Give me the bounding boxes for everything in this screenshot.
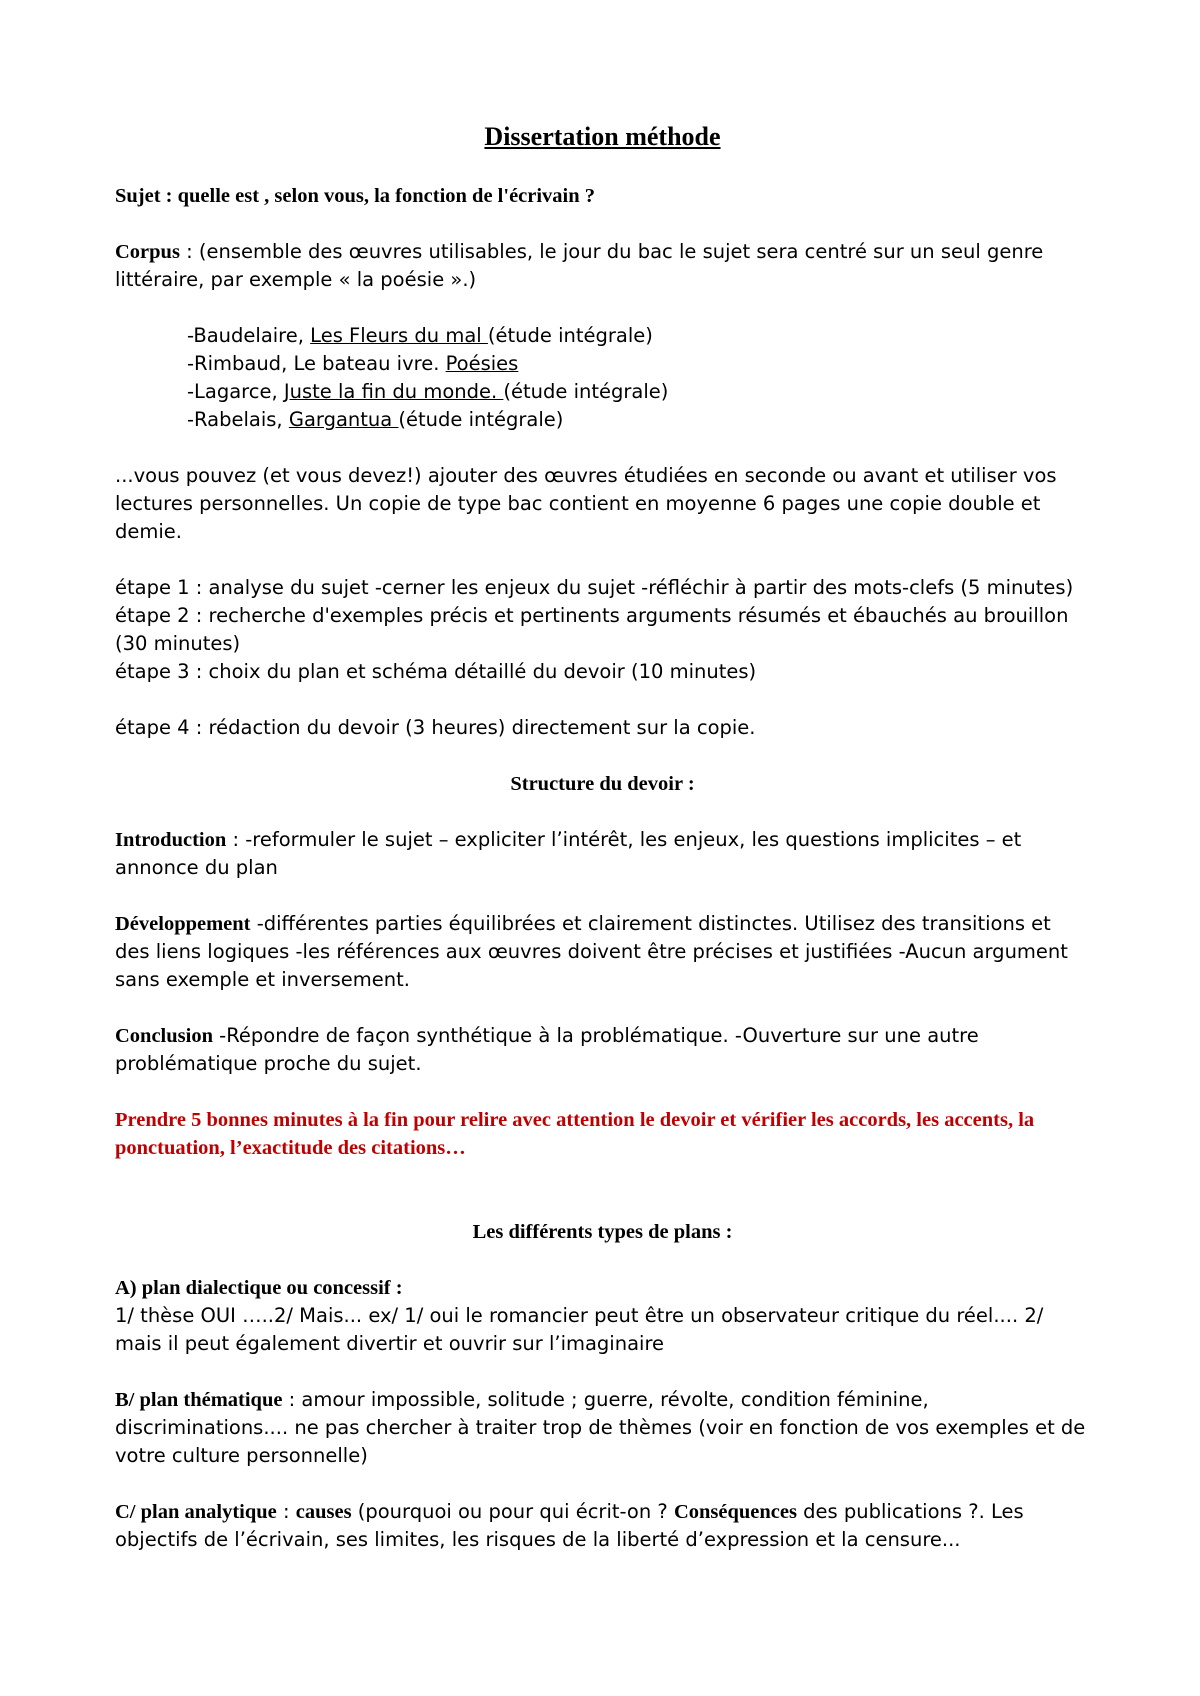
introduction-paragraph: [115, 826, 1090, 882]
work-note: (étude intégrale): [503, 380, 669, 403]
structure-heading: Structure du devoir :: [510, 773, 695, 795]
work-title: Juste la fin du monde.: [283, 380, 504, 403]
introduction-label: Introduction: [115, 829, 227, 851]
plan-b-paragraph: [115, 1386, 1090, 1470]
work-note: (étude intégrale): [398, 408, 564, 431]
step-2: étape 2 : recherche d'exemples précis et pertinents arguments résumés et ébauchés au brouillon (30 minutes): [115, 604, 1069, 655]
work-item: [187, 406, 1090, 434]
plan-c-end: des publications ?. Les objectifs de l’écrivain, ses limites, les risques de la liberté d’expression et la censure...: [115, 1500, 1024, 1551]
plan-c-separator: :: [276, 1500, 296, 1523]
plan-b-label: B/ plan thématique: [115, 1389, 283, 1411]
works-list: [115, 322, 1090, 434]
work-note: (étude intégrale): [487, 324, 653, 347]
work-title: Gargantua: [288, 408, 399, 431]
work-author: -Lagarce,: [187, 380, 284, 403]
work-title: Les Fleurs du mal: [310, 324, 488, 347]
work-author: -Baudelaire,: [187, 324, 311, 347]
document-page: [115, 108, 1090, 1554]
plans-heading: Les différents types de plans :: [472, 1221, 733, 1243]
conclusion-label: Conclusion: [115, 1025, 213, 1047]
note-paragraph: ...vous pouvez (et vous devez!) ajouter des œuvres étudiées en seconde ou avant et utiliser vos lectures personnelles. Un copie de type bac contient en moyenne 6 pages une copie double et demie.: [115, 464, 1057, 543]
work-title: Poésies: [445, 352, 519, 375]
step-3: étape 3 : choix du plan et schéma détaillé du devoir (10 minutes): [115, 660, 757, 683]
plan-a-text: 1/ thèse OUI …..2/ Mais... ex/ 1/ oui le romancier peut être un observateur critique du réel.... 2/ mais il peut également divertir et ouvrir sur l’imaginaire: [115, 1304, 1044, 1355]
conclusion-paragraph: [115, 1022, 1090, 1078]
plan-c-consequences: Conséquences: [673, 1501, 797, 1523]
conclusion-text: -Répondre de façon synthétique à la problématique. -Ouverture sur une autre problématique proche du sujet.: [115, 1024, 979, 1075]
plan-c-causes: causes: [295, 1501, 352, 1523]
plan-c-paragraph: [115, 1498, 1090, 1554]
work-item: [187, 378, 1090, 406]
work-item: [187, 350, 1090, 378]
corpus-paragraph: [115, 238, 1090, 294]
work-author: -Rabelais,: [187, 408, 289, 431]
plan-c-label: C/ plan analytique: [115, 1501, 277, 1523]
corpus-label: Corpus: [115, 241, 180, 263]
introduction-text: : -reformuler le sujet – expliciter l’intérêt, les enjeux, les questions implicites – et annonce du plan: [115, 828, 1022, 879]
plan-a-label: A) plan dialectique ou concessif :: [115, 1277, 403, 1299]
developpement-paragraph: [115, 910, 1090, 994]
work-item: [187, 322, 1090, 350]
developpement-label: Développement: [115, 913, 251, 935]
corpus-text: : (ensemble des œuvres utilisables, le jour du bac le sujet sera centré sur un seul genre littéraire, par exemple « la poésie ».): [115, 240, 1044, 291]
work-author: -Rimbaud, Le bateau ivre.: [187, 352, 446, 375]
plan-c-mid: (pourquoi ou pour qui écrit-on ?: [351, 1500, 674, 1523]
step-1: étape 1 : analyse du sujet -cerner les enjeux du sujet -réfléchir à partir des mots-clefs (5 minutes): [115, 576, 1074, 599]
page-title: Dissertation méthode: [484, 122, 721, 151]
step-4: étape 4 : rédaction du devoir (3 heures) directement sur la copie.: [115, 716, 756, 739]
developpement-text: -différentes parties équilibrées et clairement distinctes. Utilisez des transitions et des liens logiques -les références aux œuvres doivent être précises et justifiées -Aucun argument sans exemple et inversement.: [115, 912, 1068, 991]
reminder-warning: Prendre 5 bonnes minutes à la fin pour relire avec attention le devoir et vérifier les accords, les accents, la ponctuation, l’exactitude des citations…: [115, 1109, 1035, 1159]
plan-b-text: : amour impossible, solitude ; guerre, révolte, condition féminine, discriminations.... ne pas chercher à traiter trop de thèmes (voir en fonction de vos exemples et de votre culture personnelle): [115, 1388, 1086, 1467]
sujet-line: Sujet : quelle est , selon vous, la fonction de l'écrivain ?: [115, 185, 596, 207]
